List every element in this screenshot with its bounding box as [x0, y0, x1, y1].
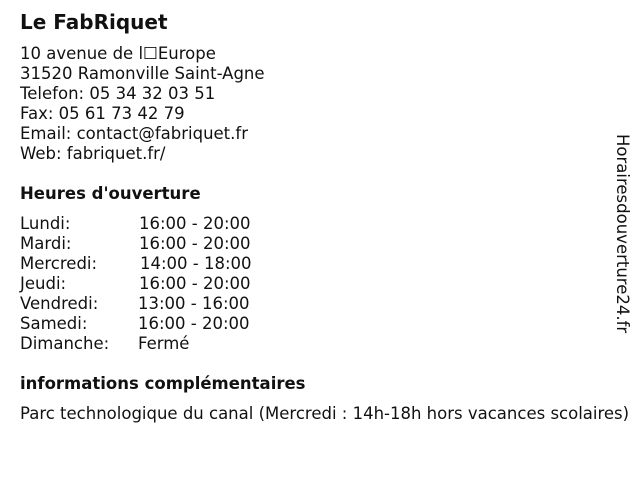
page-title: Le FabRiquet — [20, 10, 168, 34]
street-address: 10 avenue de l☐Europe — [20, 44, 216, 63]
time-value: 14:00 - 18:00 — [140, 254, 252, 273]
day-label: Mercredi: — [20, 254, 98, 273]
day-label: Vendredi: — [20, 294, 99, 313]
day-label: Mardi: — [20, 234, 72, 253]
address-block — [20, 44, 265, 164]
email-address: Email: contact@fabriquet.fr — [20, 124, 248, 143]
phone-number: Telefon: 05 34 32 03 51 — [20, 84, 216, 103]
time-value: 16:00 - 20:00 — [139, 274, 251, 293]
fax-number: Fax: 05 61 73 42 79 — [20, 104, 185, 123]
day-label: Samedi: — [20, 314, 88, 333]
time-value: 16:00 - 20:00 — [139, 234, 251, 253]
time-value: 16:00 - 20:00 — [138, 314, 250, 333]
time-value: 16:00 - 20:00 — [139, 214, 251, 233]
time-value: Fermé — [138, 334, 190, 353]
site-watermark: Horairesdouverture24.fr — [613, 134, 632, 334]
time-value: 13:00 - 16:00 — [138, 294, 250, 313]
website: Web: fabriquet.fr/ — [20, 144, 166, 163]
day-label: Dimanche: — [20, 334, 110, 353]
info-text: Parc technologique du canal (Mercredi : 14h-18h hors vacances scolaires) — [20, 404, 630, 423]
day-label: Lundi: — [20, 214, 71, 233]
day-label: Jeudi: — [20, 274, 67, 293]
info-heading: informations complémentaires — [20, 374, 306, 393]
city-address: 31520 Ramonville Saint-Agne — [20, 64, 265, 83]
hours-heading: Heures d'ouverture — [20, 184, 201, 203]
